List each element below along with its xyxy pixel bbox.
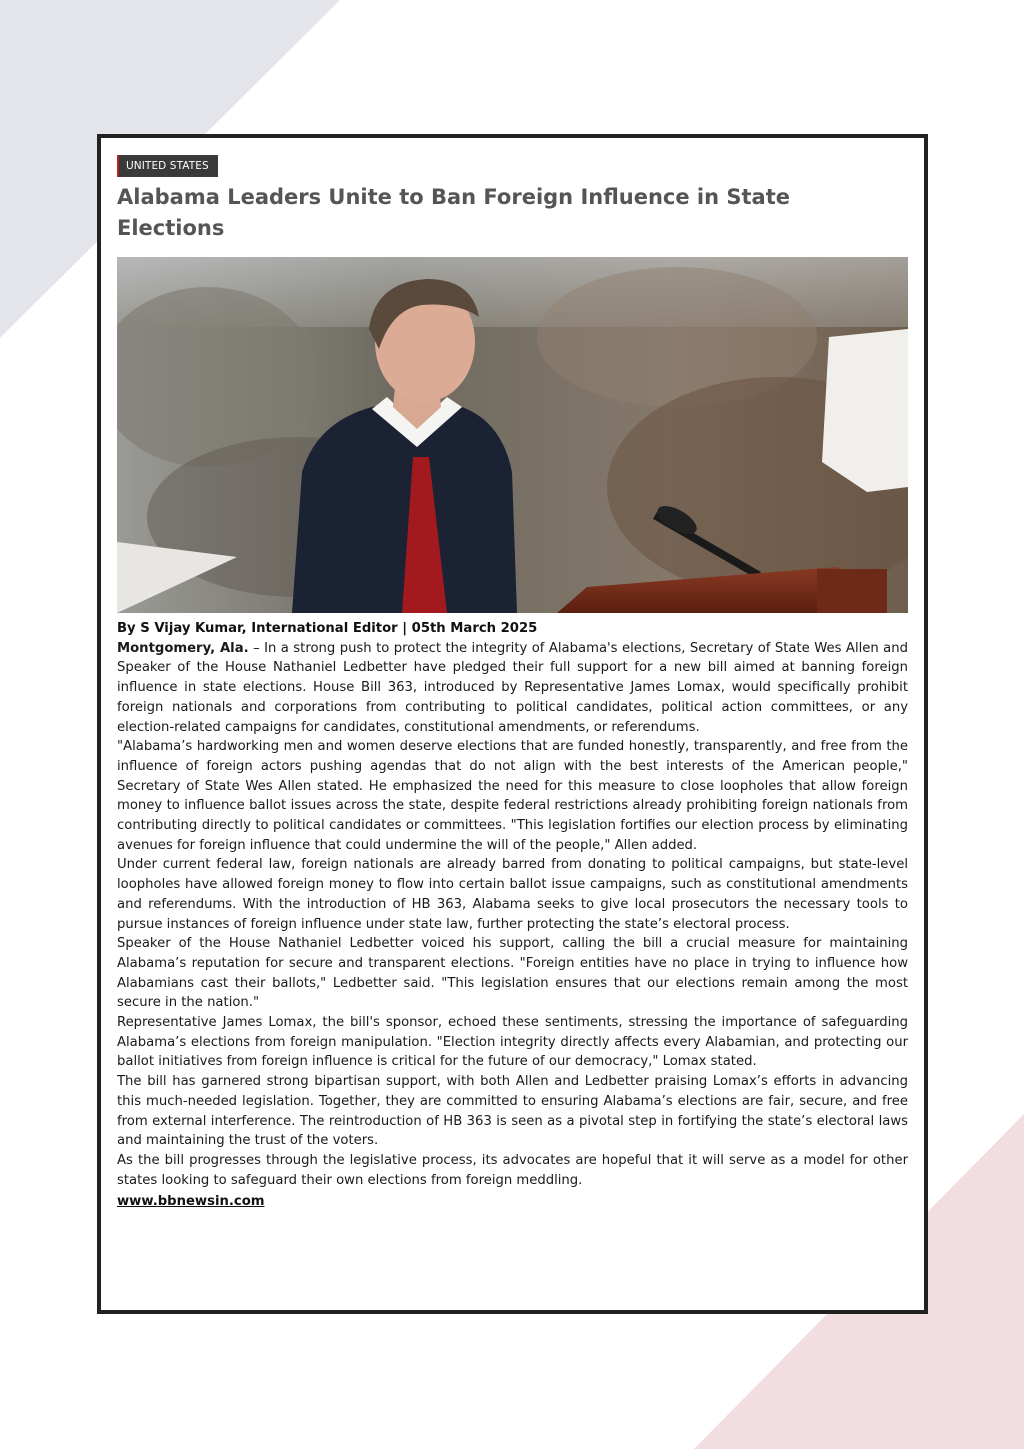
dateline: Montgomery, Ala. <box>117 640 249 656</box>
article-title: Alabama Leaders Unite to Ban Foreign Influence in State Elections <box>117 185 790 240</box>
article-paragraph: Representative James Lomax, the bill's sponsor, echoed these sentiments, stressing the importance of safeguarding Alabama’s elections from foreign manipulation. "Election integrity directly affects every Alabamian, and protecting our ballot initiatives from foreign influence is critical for the future of our democracy," Lomax stated. <box>117 1015 908 1070</box>
article-paragraph: The bill has garnered strong bipartisan support, with both Allen and Ledbetter praising Lomax’s efforts in advancing this much-needed legislation. Together, they are committed to ensuring Alabama’s elections are fair, secure, and free from external interference. The reintroduction of HB 363 is seen as a pivotal step in fortifying the state’s electoral laws and maintaining the trust of the voters. <box>117 1074 908 1149</box>
article-frame <box>97 134 928 1314</box>
website-link[interactable]: www.bbnewsin.com <box>117 1194 265 1210</box>
photo-speaker-at-podium-icon <box>117 257 908 613</box>
paragraph-text: – In a strong push to protect the integrity of Alabama's elections, Secretary of State Wes Allen and Speaker of the House Nathaniel Ledbetter have pledged their full support for a new bill aimed at banning foreign influence in state elections. House Bill 363, introduced by Representative James Lomax, would specifically prohibit foreign nationals and corporations from contributing to political candidates, political action committees, or any election-related campaigns for candidates, constitutional amendments, or referendums. <box>117 640 908 735</box>
byline: By S Vijay Kumar, International Editor | 05th March 2025 <box>117 621 538 636</box>
article-paragraph <box>117 639 908 738</box>
article-paragraph: Speaker of the House Nathaniel Ledbetter voiced his support, calling the bill a crucial measure for maintaining Alabama’s reputation for secure and transparent elections. "Foreign entities have no place in trying to influence how Alabamians cast their ballots," Ledbetter said. "This legislation ensures that our elections remain among the most secure in the nation." <box>117 936 908 1011</box>
article-paragraph: Under current federal law, foreign nationals are already barred from donating to political campaigns, but state-level loopholes have allowed foreign money to flow into certain ballot issue campaigns, such as constitutional amendments and referendums. With the introduction of HB 363, Alabama seeks to give local prosecutors the necessary tools to pursue instances of foreign influence under state law, further protecting the state’s electoral process. <box>117 857 908 932</box>
category-tag[interactable]: UNITED STATES <box>117 155 218 177</box>
article-photo <box>117 257 908 613</box>
article-paragraph: As the bill progresses through the legislative process, its advocates are hopeful that it will serve as a model for other states looking to safeguard their own elections from foreign meddling. <box>117 1152 908 1188</box>
article-paragraph: "Alabama’s hardworking men and women deserve elections that are funded honestly, transparently, and free from the influence of foreign actors pushing agendas that do not align with the best interests of the American people," Secretary of State Wes Allen stated. He emphasized the need for this measure to close loopholes that allow foreign money to influence ballot issues across the state, despite federal restrictions already prohibiting foreign nationals from contributing directly to political candidates or committees. "This legislation fortifies our election process by eliminating avenues for foreign influence that could undermine the will of the people," Allen added. <box>117 739 908 853</box>
